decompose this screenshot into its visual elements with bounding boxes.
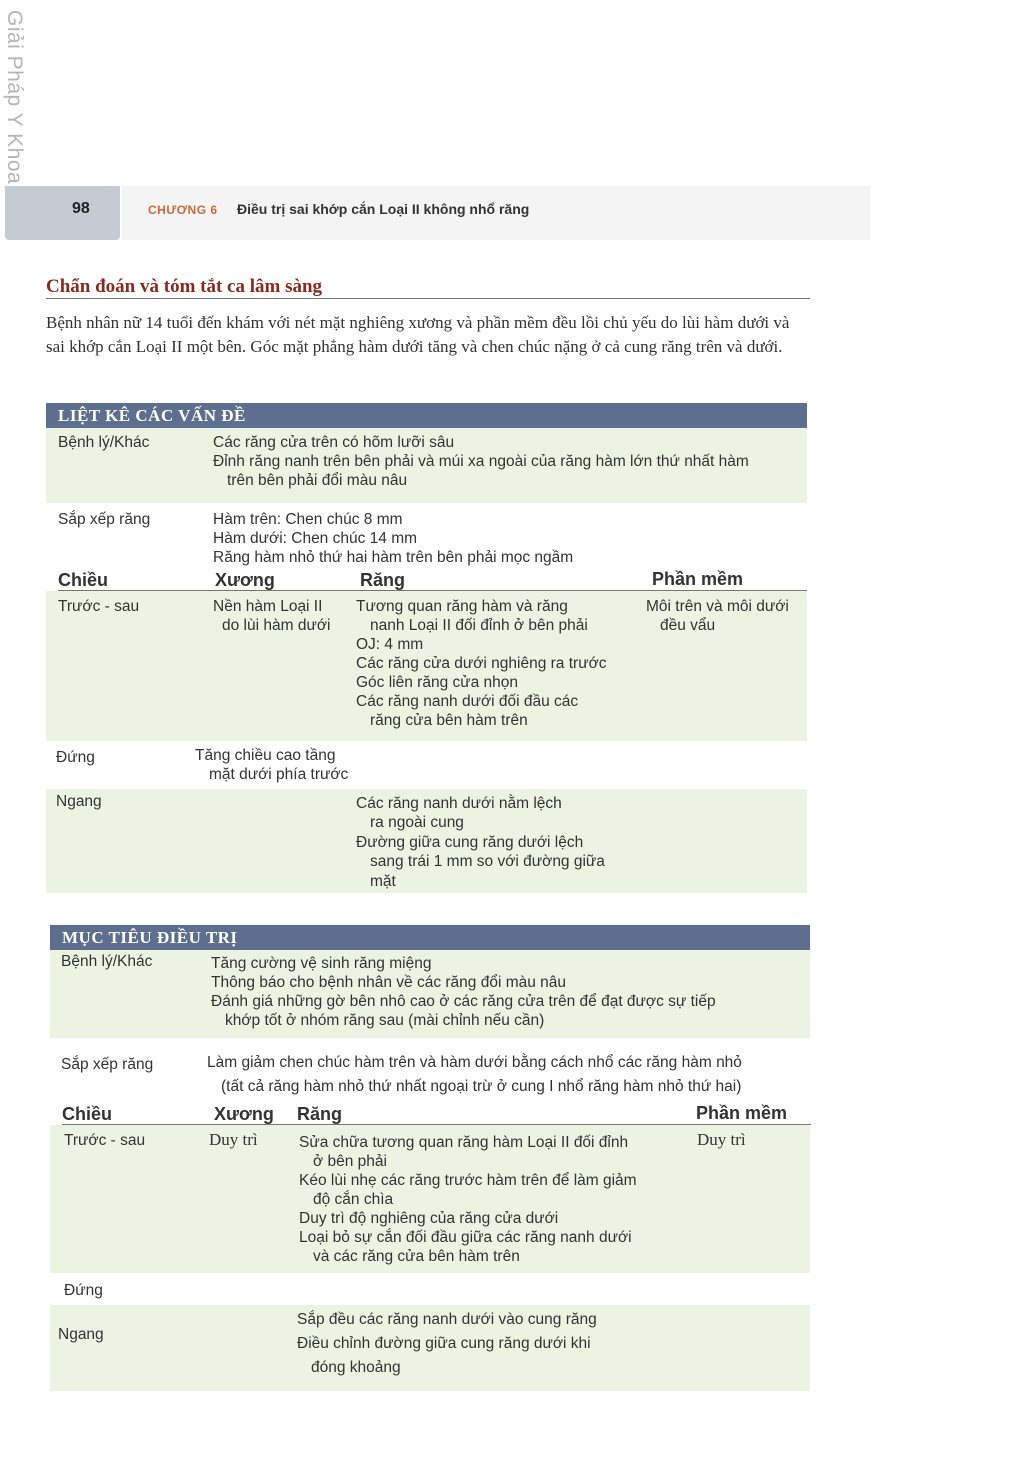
page-number: 98 [72, 200, 90, 217]
goals-column-dimension: Chiều [62, 1104, 113, 1124]
problems-ap-soft-tissue-line: đều vẩu [660, 617, 716, 634]
goals-ap-dental-line: Loại bỏ sự cắn đối đầu giữa các răng nanh dưới [299, 1229, 632, 1246]
goals-pathology-line: Thông báo cho bệnh nhân về các răng đổi màu nâu [211, 974, 567, 991]
problems-pathology-line: Đỉnh răng nanh trên bên phải và múi xa ngoài của răng hàm lớn thứ nhất hàm [213, 453, 749, 470]
problems-ap-dental-line: OJ: 4 mm [356, 636, 424, 653]
problems-column-dental: Răng [360, 570, 405, 590]
goals-ap-dental-line: ở bên phải [313, 1153, 387, 1170]
goals-alignment-label: Sắp xếp răng [61, 1056, 154, 1073]
problems-alignment-line: Răng hàm nhỏ thứ hai hàm trên bên phải mọc ngầm [213, 549, 574, 566]
problems-column-skeletal: Xương [215, 570, 275, 590]
problems-transverse-dental-line: ra ngoài cung [370, 814, 464, 831]
problems-transverse-dental-line: Các răng nanh dưới nằm lệch [356, 795, 562, 812]
goals-column-skeletal: Xương [214, 1104, 274, 1124]
goals-ap-dental-line: và các răng cửa bên hàm trên [313, 1248, 520, 1265]
problems-ap-dental-line: nanh Loại II đối đỉnh ở bên phải [370, 617, 588, 634]
chapter-title: Điều trị sai khớp cắn Loại II không nhổ răng [237, 201, 530, 217]
problems-alignment-line: Hàm dưới: Chen chúc 14 mm [213, 530, 418, 547]
problems-alignment-label: Sắp xếp răng [58, 511, 151, 528]
watermark-text: Giải Pháp Y Khoa [3, 10, 26, 185]
problems-pathology-line: Các răng cửa trên có hõm lưỡi sâu [213, 434, 455, 451]
problems-pathology-label: Bệnh lý/Khác [58, 434, 150, 451]
goals-ap-dental-line: độ cắn chìa [313, 1191, 394, 1208]
goals-pathology-line: Đánh giá những gờ bên nhô cao ở các răng cửa trên để đạt được sự tiếp [211, 993, 716, 1010]
chapter-label: CHƯƠNG 6 [148, 203, 218, 217]
problems-transverse-dental-line: mặt [370, 873, 396, 890]
goals-vertical-label: Đứng [64, 1282, 103, 1299]
page-number-tab [5, 186, 120, 240]
goals-transverse-dental-line: Sắp đều các răng nanh dưới vào cung răng [297, 1311, 597, 1328]
problems-transverse-dental-line: sang trái 1 mm so với đường giữa [370, 853, 605, 870]
goals-column-dental: Răng [297, 1104, 342, 1124]
problems-ap-dental-line: Các răng nanh dưới đối đầu các [356, 693, 579, 710]
problems-ap-dental-line: Các răng cửa dưới nghiêng ra trước [356, 655, 607, 672]
problems-transverse-dental-line: Đường giữa cung răng dưới lệch [356, 834, 584, 851]
goals-transverse-dental-line: Điều chỉnh đường giữa cung răng dưới khi [297, 1335, 591, 1352]
goals-box-header: MỤC TIÊU ĐIỀU TRỊ [50, 925, 810, 950]
goals-pathology-line: khớp tốt ở nhóm răng sau (mài chỉnh nếu cần) [225, 1012, 545, 1029]
goals-ap-dental-line: Sửa chữa tương quan răng hàm Loại II đối đỉnh [299, 1134, 629, 1151]
goals-transverse-dental-line: đóng khoảng [311, 1359, 401, 1376]
problems-ap-dental-line: Tương quan răng hàm và răng [356, 598, 568, 615]
goals-ap-skeletal: Duy trì [209, 1130, 258, 1149]
goals-ap-dental-line: Kéo lùi nhẹ các răng trước hàm trên để làm giảm [299, 1172, 637, 1189]
problems-box-header: LIỆT KÊ CÁC VẤN ĐỀ [46, 403, 807, 428]
problems-ap-skeletal-line: Nền hàm Loại II [213, 598, 323, 615]
goals-ap-dental-line: Duy trì độ nghiêng của răng cửa dưới [299, 1210, 559, 1227]
problems-vertical-skeletal-line: mặt dưới phía trước [209, 766, 349, 783]
problems-ap-skeletal-line: do lùi hàm dưới [222, 617, 331, 634]
problems-vertical-label: Đứng [56, 749, 95, 766]
problems-vertical-skeletal-line: Tăng chiều cao tầng [195, 747, 336, 764]
problems-ap-soft-tissue-line: Môi trên và môi dưới [646, 598, 789, 615]
case-intro-paragraph: Bệnh nhân nữ 14 tuổi đến khám với nét mặt nghiêng xương và phần mềm đều lồi chủ yếu do lùi hàm dưới và sai khớp cắn Loại II một bên. Góc mặt phẳng hàm dưới tăng và chen chúc nặng ở cả cung răng trên và dưới. [46, 313, 790, 356]
goals-transverse-label: Ngang [58, 1326, 104, 1343]
problems-transverse-label: Ngang [56, 793, 102, 810]
problems-ap-label: Trước - sau [58, 598, 140, 615]
goals-alignment-line: Làm giảm chen chúc hàm trên và hàm dưới bằng cách nhổ các răng hàm nhỏ [207, 1054, 742, 1071]
problems-alignment-line: Hàm trên: Chen chúc 8 mm [213, 511, 403, 528]
problems-column-dimension: Chiều [58, 570, 109, 590]
problems-column-soft-tissue: Phần mềm [652, 569, 744, 589]
section-title: Chẩn đoán và tóm tắt ca lâm sàng [46, 276, 323, 297]
goals-column-soft-tissue: Phần mềm [696, 1103, 788, 1123]
problems-pathology-line: trên bên phải đổi màu nâu [227, 472, 408, 489]
goals-ap-label: Trước - sau [64, 1132, 146, 1149]
problems-ap-dental-line: Góc liên răng cửa nhọn [356, 674, 519, 691]
goals-alignment-line: (tất cả răng hàm nhỏ thứ nhất ngoại trừ ở cung I nhổ răng hàm nhỏ thứ hai) [221, 1078, 742, 1095]
goals-pathology-label: Bệnh lý/Khác [61, 953, 153, 970]
section-divider [46, 298, 810, 299]
goals-pathology-line: Tăng cường vệ sinh răng miệng [211, 955, 432, 972]
goals-ap-soft-tissue: Duy trì [697, 1130, 746, 1149]
problems-ap-dental-line: răng cửa bên hàm trên [370, 712, 528, 729]
